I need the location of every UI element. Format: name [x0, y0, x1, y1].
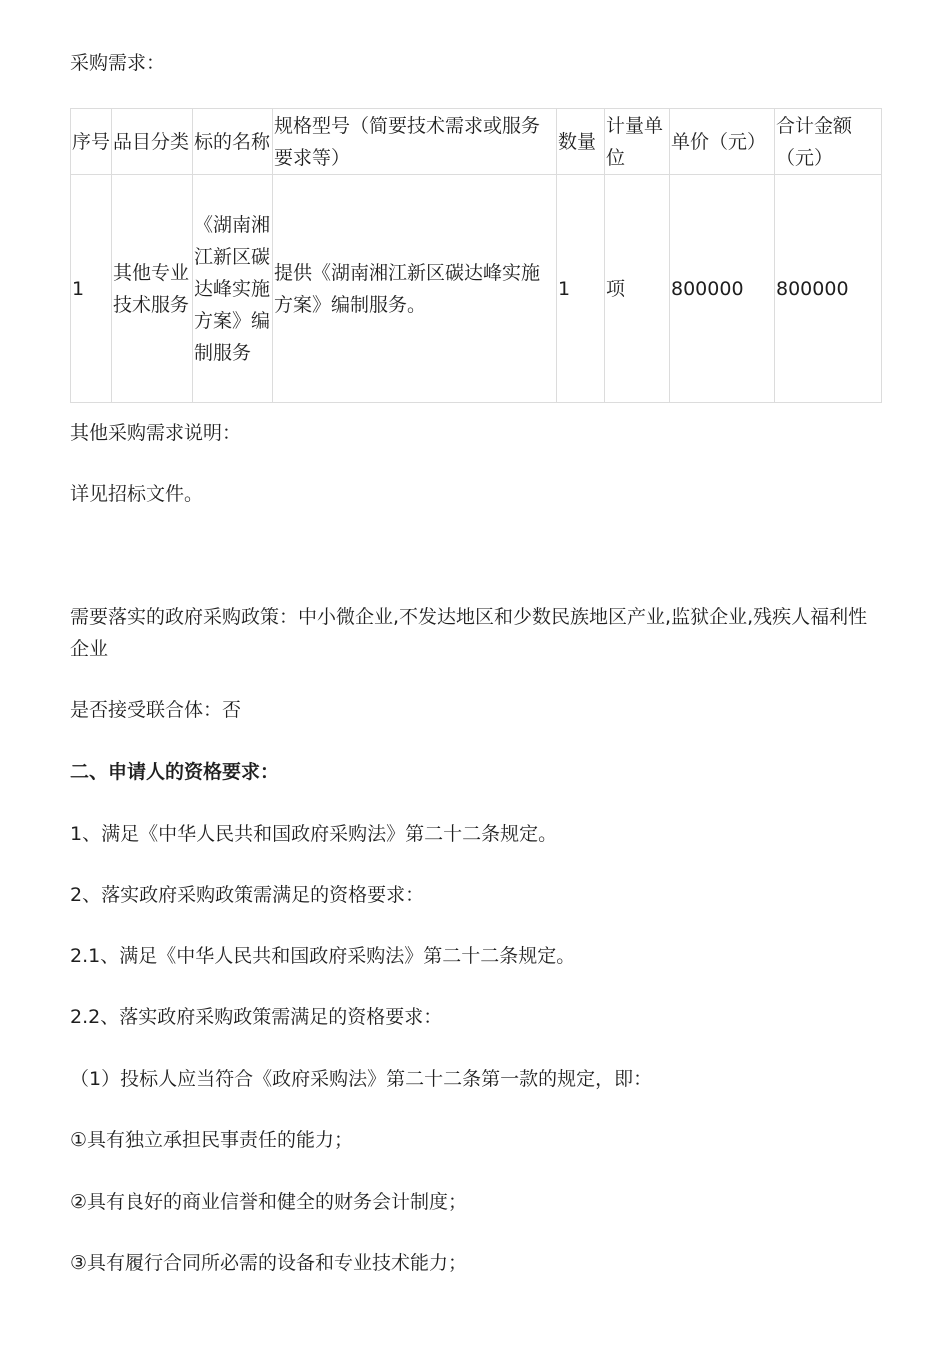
requirement-item: ②具有良好的商业信誉和健全的财务会计制度；	[70, 1191, 468, 1213]
procurement-table	[70, 108, 882, 403]
cell-unit: 项	[605, 175, 670, 403]
header-unit-price: 单价（元）	[670, 109, 775, 175]
requirement-item: 2.1、满足《中华人民共和国政府采购法》第二十二条规定。	[70, 945, 576, 967]
requirement-item: （1）投标人应当符合《政府采购法》第二十二条第一款的规定，即：	[70, 1068, 653, 1090]
header-category: 品目分类	[112, 109, 193, 175]
consortium-text: 是否接受联合体：否	[70, 699, 242, 721]
header-quantity: 数量	[557, 109, 605, 175]
requirement-item: 2.2、落实政府采购政策需满足的资格要求：	[70, 1006, 443, 1028]
header-serial: 序号	[71, 109, 112, 175]
requirement-item: 2、落实政府采购政策需满足的资格要求：	[70, 884, 425, 906]
requirement-item: ①具有独立承担民事责任的能力；	[70, 1129, 354, 1151]
requirement-item: ③具有履行合同所必需的设备和专业技术能力；	[70, 1252, 468, 1274]
section2-title: 二、申请人的资格要求：	[70, 761, 280, 783]
cell-unit-price: 800000	[670, 175, 775, 403]
table-row	[71, 175, 882, 403]
header-item-name: 标的名称	[193, 109, 273, 175]
cell-category: 其他专业技术服务	[112, 175, 193, 403]
procurement-needs-label: 采购需求：	[70, 52, 166, 74]
header-total-amount: 合计金额（元）	[775, 109, 882, 175]
policy-text: 需要落实的政府采购政策：中小微企业,不发达地区和少数民族地区产业,监狱企业,残疾人福利性企业	[70, 606, 868, 660]
cell-serial: 1	[71, 175, 112, 403]
cell-quantity: 1	[557, 175, 605, 403]
header-spec: 规格型号（简要技术需求或服务要求等）	[273, 109, 557, 175]
cell-item-name: 《湖南湘江新区碳达峰实施方案》编制服务	[193, 175, 273, 403]
table-header-row	[71, 109, 882, 175]
cell-spec: 提供《湖南湘江新区碳达峰实施方案》编制服务。	[273, 175, 557, 403]
requirement-item: 1、满足《中华人民共和国政府采购法》第二十二条规定。	[70, 823, 558, 845]
header-unit: 计量单位	[605, 109, 670, 175]
other-needs-text: 详见招标文件。	[70, 483, 204, 505]
cell-total-amount: 800000	[775, 175, 882, 403]
other-needs-label: 其他采购需求说明：	[70, 422, 242, 444]
